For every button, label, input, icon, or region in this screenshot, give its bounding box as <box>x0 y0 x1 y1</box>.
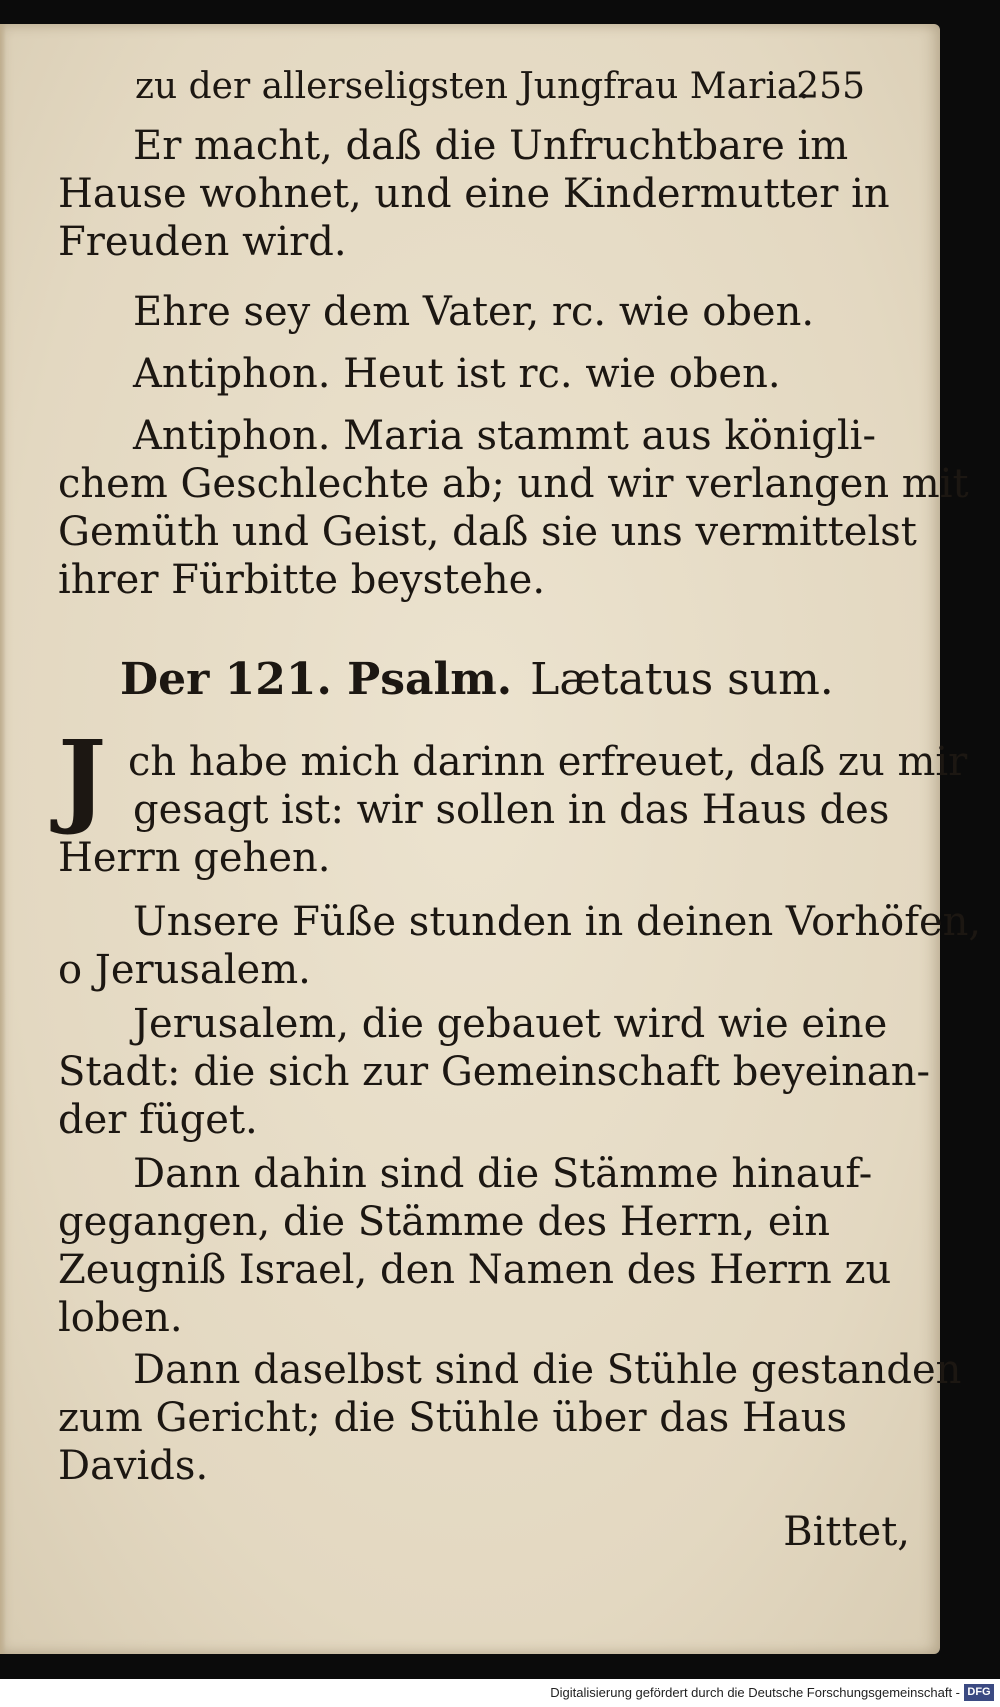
drop-cap: J <box>58 718 107 838</box>
verse-1 <box>58 738 968 882</box>
text-line: Jerusalem, die gebauet wird wie eine <box>133 1001 888 1047</box>
psalm-heading <box>120 650 840 710</box>
text-line: Dann dahin sind die Stämme hinauf- <box>133 1151 873 1197</box>
text-line: zum Gericht; die Stühle über das Haus <box>58 1395 848 1441</box>
verse-5 <box>58 1346 962 1490</box>
running-head <box>135 62 865 112</box>
text-line: ch habe mich darinn erfreuet, daß zu mir <box>128 739 968 785</box>
running-head-title: zu der allerseligsten Jungfrau Maria. <box>135 66 810 107</box>
text-line: Freuden wird. <box>58 219 347 265</box>
text-line: Hause wohnet, und eine Kindermutter in <box>58 171 890 217</box>
verse-2 <box>58 898 982 994</box>
page-edge <box>0 24 6 1654</box>
dfg-logo: DFG <box>964 1684 994 1701</box>
text-line: Ehre sey dem Vater, rc. wie oben. <box>133 289 815 335</box>
psalm-latin-title: Lætatus sum. <box>530 654 834 705</box>
antiphon-1 <box>58 350 868 398</box>
catchword: Bittet, <box>783 1509 910 1555</box>
antiphon-2 <box>58 412 969 604</box>
page-number: 255 <box>796 66 865 107</box>
text-line: Unsere Füße stunden in deinen Vorhöfen, <box>133 899 982 945</box>
text-line: Antiphon. Heut ist rc. wie oben. <box>133 351 781 397</box>
text-line: der füget. <box>58 1097 258 1143</box>
gloria-line <box>58 288 868 336</box>
digitization-credit: Digitalisierung gefördert durch die Deutsche Forschungsgemeinschaft - <box>0 1679 1000 1707</box>
text-line: Herrn gehen. <box>58 835 331 881</box>
verse-4 <box>58 1150 892 1342</box>
text-line: ihrer Fürbitte beystehe. <box>58 557 546 603</box>
text-line: Gemüth und Geist, daß sie uns vermittelst <box>58 509 917 555</box>
paragraph-1 <box>58 122 890 266</box>
text-line: Er macht, daß die Unfruchtbare im <box>133 123 849 169</box>
text-line: Dann daselbst sind die Stühle gestanden <box>133 1347 962 1393</box>
text-line: loben. <box>58 1295 183 1341</box>
text-line: Antiphon. Maria stammt aus königli- <box>133 413 876 459</box>
text-line: chem Geschlechte ab; und wir verlangen mit <box>58 461 969 507</box>
text-line: o Jerusalem. <box>58 947 311 993</box>
text-line: Davids. <box>58 1443 209 1489</box>
text-line: Zeugniß Israel, den Namen des Herrn zu <box>58 1247 892 1293</box>
text-line: gesagt ist: wir sollen in das Haus des <box>133 787 890 833</box>
text-line: gegangen, die Stämme des Herrn, ein <box>58 1199 831 1245</box>
verse-3 <box>58 1000 930 1144</box>
psalm-title: Der 121. Psalm. <box>120 654 513 705</box>
text-line: Stadt: die sich zur Gemeinschaft beyeinan- <box>58 1049 930 1095</box>
